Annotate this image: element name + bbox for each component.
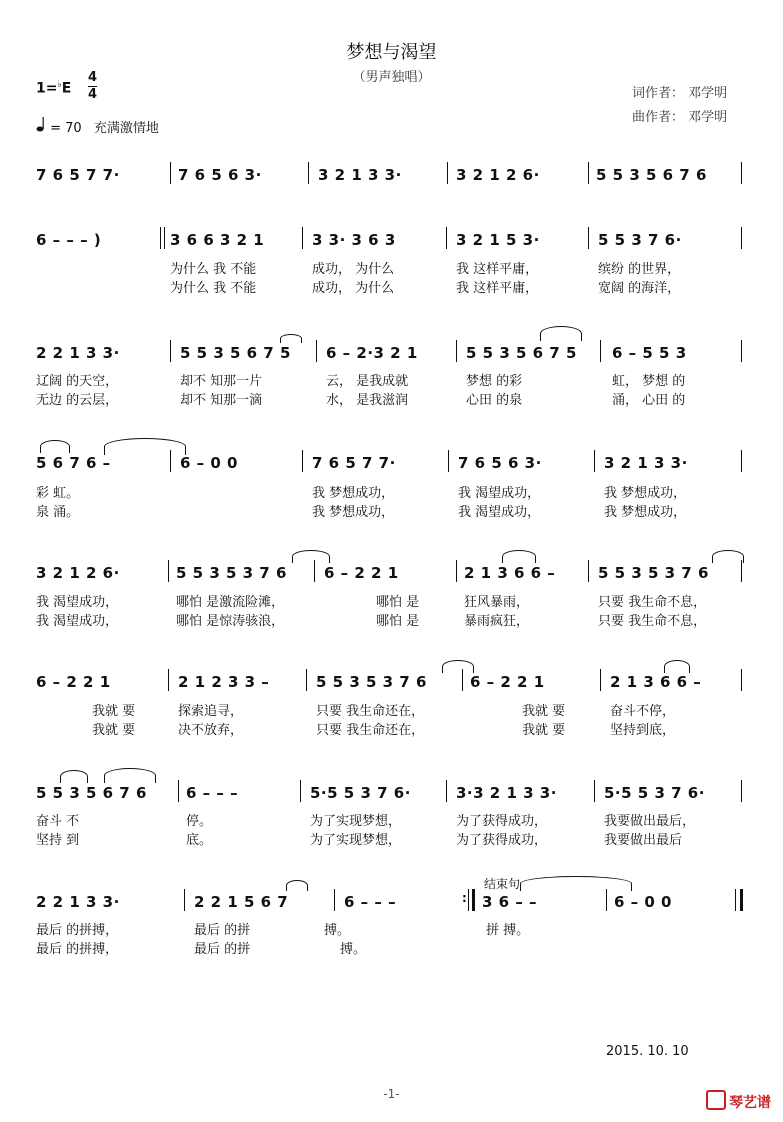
lyric-line-2: 底。 <box>186 833 213 848</box>
measure: 7 6 5 6 3· <box>458 454 542 472</box>
tie-mark <box>104 438 186 455</box>
lyric-line-2: 我 梦想成功， <box>312 505 395 520</box>
tempo-marking <box>36 116 159 136</box>
measure: 6 – 0 0 <box>614 893 672 911</box>
measure: 3 2 1 5 3· <box>456 231 540 249</box>
measure: 3 6 6 3 2 1 <box>170 231 265 249</box>
lyric-line-1: 我就 要 <box>522 704 566 719</box>
bar-line <box>164 227 165 249</box>
measure: 5 5 3 7 6· <box>598 231 682 249</box>
measure: 6 – 2 2 1 <box>324 564 399 582</box>
bar-line <box>446 227 447 249</box>
measure: 5 5 3 5 6 7 5 <box>466 344 577 362</box>
composer-credit: 曲作者： 邓学明 <box>632 110 728 125</box>
bar-line <box>600 340 601 362</box>
measure: 2 1 2 3 3 – <box>178 673 270 691</box>
site-logo <box>706 1090 771 1112</box>
lyric-line-1: 哪怕 是 <box>376 595 420 610</box>
lyric-line-1: 我 这样平庸， <box>456 262 539 277</box>
lyric-line-1: 停。 <box>186 814 213 829</box>
lyric-line-2: 我 这样平庸， <box>456 281 539 296</box>
bar-line <box>462 669 463 691</box>
final-bar <box>740 889 743 911</box>
measure: 5 5 3 5 3 7 6 <box>598 564 709 582</box>
lyric-line-1: 最后 的拼 <box>194 923 251 938</box>
measure: 6 – – – <box>186 784 239 802</box>
bar-line <box>741 780 742 802</box>
bar-line <box>588 227 589 249</box>
measure: 2 2 1 5 6 7 <box>194 893 289 911</box>
tie-mark <box>664 660 690 673</box>
lyric-line-1: 为了获得成功， <box>456 814 548 829</box>
bar-line <box>316 340 317 362</box>
lyric-line-2: 坚持 到 <box>36 833 80 848</box>
measure: 2 1 3 6 6 – <box>464 564 556 582</box>
lyric-line-2: 最后 的拼搏， <box>36 942 119 957</box>
song-subtitle: （男声独唱） <box>352 70 431 85</box>
measure: 2 2 1 3 3· <box>36 344 120 362</box>
lyric-line-2: 我 梦想成功， <box>604 505 687 520</box>
bar-line <box>741 560 742 582</box>
bar-line <box>606 889 607 911</box>
bar-line <box>741 227 742 249</box>
bar-line <box>314 560 315 582</box>
time-signature <box>88 70 97 103</box>
measure: 6 – 5 5 3 <box>612 344 687 362</box>
ending-label: 结束句 <box>484 877 521 891</box>
bar-line <box>741 669 742 691</box>
measure: 5 5 3 5 3 7 6 <box>176 564 287 582</box>
lyric-line-2: 我就 要 <box>92 723 136 738</box>
measure: 3·3 2 1 3 3· <box>456 784 557 802</box>
lyric-line-1: 云， 是我成就 <box>326 374 409 389</box>
measure: 6 – 0 0 <box>180 454 238 472</box>
page-number: -1- <box>383 1087 400 1101</box>
bar-line <box>300 780 301 802</box>
bar-line <box>594 780 595 802</box>
bar-line <box>446 780 447 802</box>
lyric-line-2: 无边 的云层， <box>36 393 119 408</box>
lyric-line-2: 我就 要 <box>522 723 566 738</box>
repeat-dots: : <box>462 891 468 905</box>
key-signature <box>36 80 71 97</box>
bar-line <box>588 162 589 184</box>
lyric-line-1: 探索追寻， <box>178 704 244 719</box>
tie-mark <box>60 770 88 783</box>
logo-text: 琴艺谱 <box>729 1095 771 1111</box>
measure: 3 2 1 3 3· <box>318 166 402 184</box>
lyric-line-1: 哪怕 是激流险滩， <box>176 595 285 610</box>
lyric-line-2: 泉 涌。 <box>36 505 80 520</box>
lyric-line-1: 却不 知那一片 <box>180 374 263 389</box>
bar-line <box>302 450 303 472</box>
tie-mark <box>712 550 744 563</box>
measure: 2 1 3 6 6 – <box>610 673 702 691</box>
measure: 6 – – – <box>344 893 397 911</box>
bar-line <box>184 889 185 911</box>
bar-line <box>334 889 335 911</box>
lyric-line-1: 搏。 <box>324 923 351 938</box>
lyric-line-2: 坚持到底， <box>610 723 676 738</box>
lyric-line-1: 我 渴望成功， <box>458 486 541 501</box>
lyric-line-2: 只要 我生命不息， <box>598 614 707 629</box>
lyric-line-2: 最后 的拼 <box>194 942 251 957</box>
lyric-line-2: 心田 的泉 <box>466 393 523 408</box>
tie-mark <box>104 768 156 783</box>
tie-mark <box>520 876 632 891</box>
measure: 5·5 5 3 7 6· <box>604 784 705 802</box>
measure: 3 2 1 2 6· <box>456 166 540 184</box>
bar-line <box>448 450 449 472</box>
lyric-line-2: 哪怕 是 <box>376 614 420 629</box>
measure: 6 – 2·3 2 1 <box>326 344 418 362</box>
lyric-line-1: 拼 搏。 <box>486 923 530 938</box>
bar-line <box>600 669 601 691</box>
lyric-line-2: 却不 知那一滴 <box>180 393 263 408</box>
lyric-line-2: 哪怕 是惊涛骇浪， <box>176 614 285 629</box>
measure: 7 6 5 7 7· <box>312 454 396 472</box>
bar-line <box>178 780 179 802</box>
bar-line <box>456 340 457 362</box>
lyric-line-2: 我 渴望成功， <box>36 614 119 629</box>
lyric-line-2: 搏。 <box>340 942 367 957</box>
song-title: 梦想与渴望 <box>346 42 437 63</box>
measure: 5 6 7 6 – <box>36 454 111 472</box>
lyric-line-1: 我 渴望成功， <box>36 595 119 610</box>
lyric-line-2: 决不放弃， <box>178 723 244 738</box>
bar-line <box>447 162 448 184</box>
lyric-line-1: 最后 的拼搏， <box>36 923 119 938</box>
lyric-line-2: 只要 我生命还在， <box>316 723 425 738</box>
measure: 6 – 2 2 1 <box>470 673 545 691</box>
lyric-line-1: 彩 虹。 <box>36 486 80 501</box>
measure: 3 2 1 2 6· <box>36 564 120 582</box>
bar-line <box>160 227 161 249</box>
lyric-line-1: 只要 我生命不息， <box>598 595 707 610</box>
lyric-line-2: 水， 是我滋润 <box>326 393 409 408</box>
logo-icon <box>706 1090 726 1110</box>
repeat-bar <box>472 889 475 911</box>
key-label: 1= <box>36 80 58 97</box>
bar-line <box>168 669 169 691</box>
quarter-note-icon <box>36 116 46 132</box>
bar-line <box>308 162 309 184</box>
lyric-line-1: 我要做出最后， <box>604 814 696 829</box>
measure: 2 2 1 3 3· <box>36 893 120 911</box>
lyric-line-2: 为什么 我 不能 <box>170 281 257 296</box>
composition-date: 2015. 10. 10 <box>606 1044 689 1059</box>
tie-mark <box>286 880 308 891</box>
tie-mark <box>292 550 330 563</box>
lyric-line-1: 虹， 梦想 的 <box>612 374 686 389</box>
measure: 5 5 3 5 3 7 6 <box>316 673 427 691</box>
tie-mark <box>540 326 582 341</box>
measure: 6 – 2 2 1 <box>36 673 111 691</box>
bar-line <box>306 669 307 691</box>
flat-sign: ♭ <box>57 80 62 90</box>
lyric-line-2: 我要做出最后 <box>604 833 683 848</box>
lyric-line-2: 为了获得成功， <box>456 833 548 848</box>
tempo-value: = 70 <box>50 121 82 136</box>
lyric-line-2: 暴雨疯狂， <box>464 614 530 629</box>
lyric-line-1: 成功， 为什么 <box>312 262 395 277</box>
measure: 5 5 3 5 6 7 6 <box>36 784 147 802</box>
measure: 5 5 3 5 6 7 5 <box>180 344 291 362</box>
bar-line <box>594 450 595 472</box>
lyric-line-1: 为什么 我 不能 <box>170 262 257 277</box>
lyric-line-1: 狂风暴雨， <box>464 595 530 610</box>
bar-line <box>588 560 589 582</box>
bar-line <box>741 162 742 184</box>
bar-line <box>735 889 736 911</box>
tie-mark <box>442 660 474 673</box>
lyric-line-1: 我 梦想成功， <box>604 486 687 501</box>
lyric-line-2: 成功， 为什么 <box>312 281 395 296</box>
measure: 3 6 – – <box>482 893 538 911</box>
lyric-line-1: 我 梦想成功， <box>312 486 395 501</box>
bar-line <box>456 560 457 582</box>
bar-line <box>170 340 171 362</box>
lyric-line-1: 只要 我生命还在， <box>316 704 425 719</box>
measure: 6 – – – ) <box>36 231 102 249</box>
bar-line <box>741 450 742 472</box>
tie-mark <box>280 334 302 343</box>
measure: 7 6 5 6 3· <box>178 166 262 184</box>
tie-mark <box>40 440 70 453</box>
bar-line <box>302 227 303 249</box>
bar-line <box>741 340 742 362</box>
bar-line <box>168 560 169 582</box>
lyric-line-2: 我 渴望成功， <box>458 505 541 520</box>
lyric-line-1: 奋斗 不 <box>36 814 80 829</box>
bar-line <box>170 162 171 184</box>
measure: 7 6 5 7 7· <box>36 166 120 184</box>
lyric-line-1: 奋斗不停， <box>610 704 676 719</box>
lyric-line-1: 梦想 的彩 <box>466 374 523 389</box>
lyric-line-1: 缤纷 的世界， <box>598 262 681 277</box>
meter-top: 4 <box>88 70 98 85</box>
lyricist-credit: 词作者： 邓学明 <box>632 86 728 101</box>
meter-bottom: 4 <box>88 87 98 102</box>
measure: 3 2 1 3 3· <box>604 454 688 472</box>
lyric-line-2: 涌， 心田 的 <box>612 393 686 408</box>
lyric-line-2: 宽阔 的海洋， <box>598 281 681 296</box>
measure: 5 5 3 5 6 7 6 <box>596 166 707 184</box>
measure: 5·5 5 3 7 6· <box>310 784 411 802</box>
measure: 3 3· 3 6 3 <box>312 231 396 249</box>
lyric-line-1: 我就 要 <box>92 704 136 719</box>
lyric-line-1: 辽阔 的天空， <box>36 374 119 389</box>
key-note: E <box>61 80 72 97</box>
tempo-expression: 充满激情地 <box>93 121 159 136</box>
bar-line <box>468 889 469 911</box>
tie-mark <box>502 550 536 563</box>
lyric-line-2: 为了实现梦想， <box>310 833 402 848</box>
bar-line <box>170 450 171 472</box>
lyric-line-1: 为了实现梦想， <box>310 814 402 829</box>
